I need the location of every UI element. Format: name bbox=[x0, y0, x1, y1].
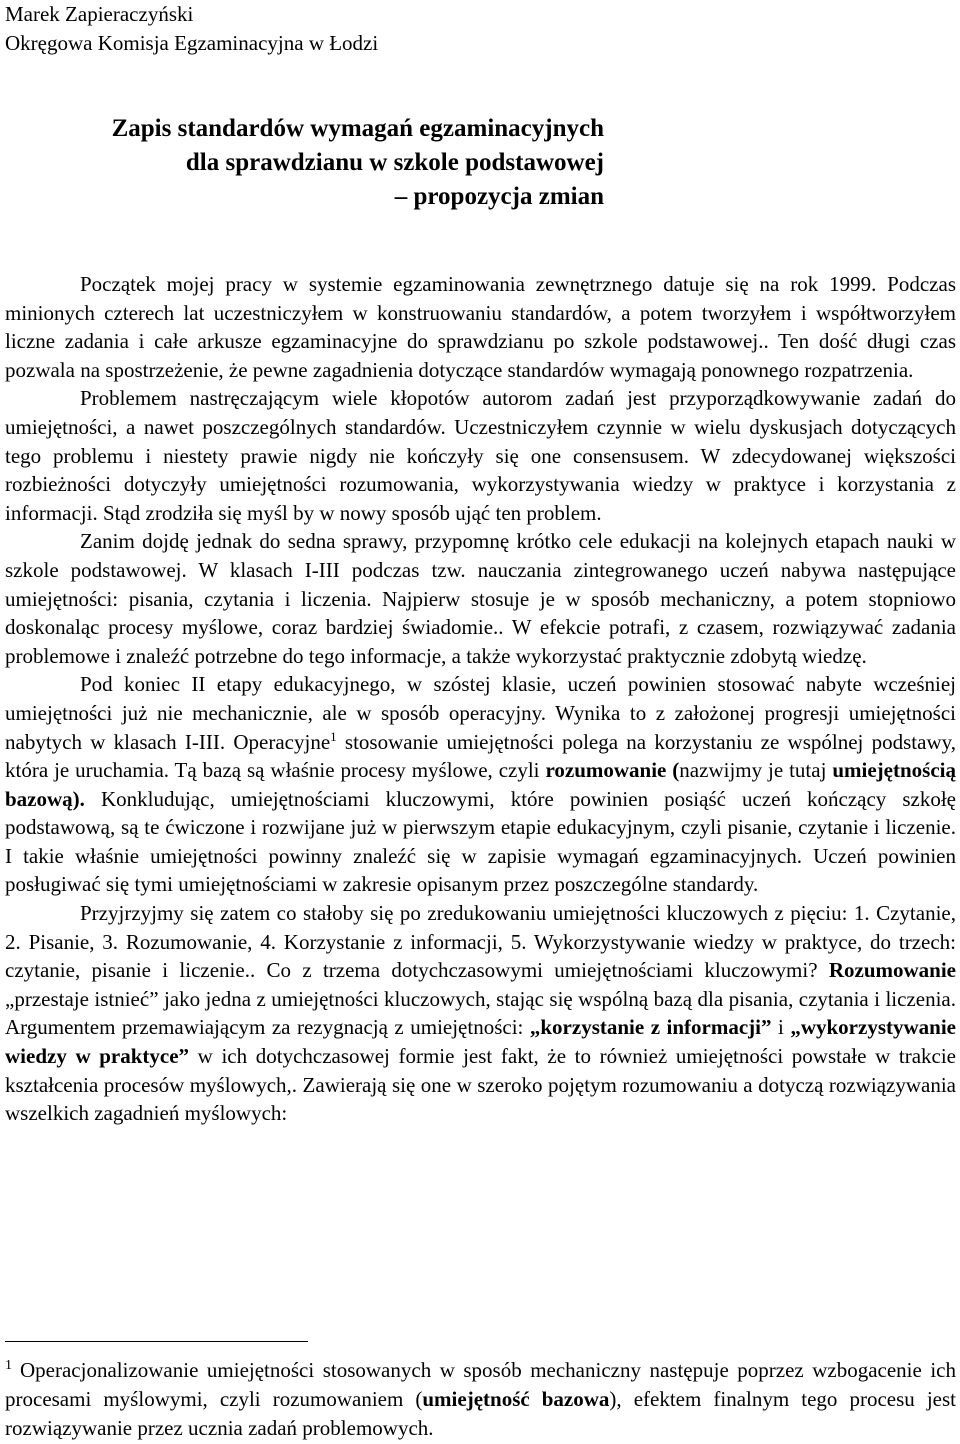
paragraph-4-text-c: nazwijmy je tutaj bbox=[679, 758, 833, 783]
author-name: Marek Zapieraczyński bbox=[5, 2, 194, 26]
paragraph-4-bold-bazowa: umiejętnością bazową). bbox=[5, 758, 956, 811]
paragraph-5-text-a: Przyjrzyjmy się zatem co stałoby się po zredukowaniu umiejętności kluczowych z pięciu: 1. Czytanie, 2. Pisanie, 3. Rozumowanie, 4. Korzystanie z informacji, 5. Wykorzystywanie wiedzy w praktyce, do trzech: czytanie, pisanie i liczenie.. Co z trzema dotychczasowymi umiejętnościami kluczowymi? bbox=[5, 901, 956, 983]
paragraph-2: Problemem nastręczającym wiele kłopotów autorom zadań jest przyporządkowywanie zadań do umiejętności, a nawet poszczególnych standardów. Uczestniczyłem czynnie w wielu dyskusjach dotyczących tego problemu i niestety prawie nigdy nie kończyły się one consensusem. W zdecydowanej większości rozbieżności dotyczyły umiejętności rozumowania, wykorzystywania wiedzy w praktyce i korzystania z informacji. Stąd zrodziła się myśl by w nowy sposób ująć ten problem. bbox=[5, 386, 956, 525]
footnote-1 bbox=[5, 1356, 956, 1443]
paragraph-5-bold-wykorzystywanie: „wykorzystywanie wiedzy w praktyce” bbox=[5, 1015, 956, 1069]
paragraph-5-text-b: „przestaje istnieć” jako jedna z umiejętności kluczowych, stając się wspólną bazą dla pisania, czytania i liczenia. Argumentem przemawiającym za rezygnacją z umiejętności: bbox=[5, 986, 956, 1040]
document-page bbox=[5, 0, 956, 1440]
document-title bbox=[5, 112, 956, 214]
paragraph-5-text-c: i bbox=[771, 1015, 791, 1040]
paragraph-4-text-b: stosowanie umiejętności polega na korzystaniu ze wspólnej podstawy, która je uruchamia. Tą bazą są właśnie procesy myślowe, czyli bbox=[5, 729, 956, 783]
author-affiliation: Okręgowa Komisja Egzaminacyjna w Łodzi bbox=[5, 31, 379, 55]
paragraph-4-text-d: Konkludując, umiejętnościami kluczowymi, które powinien posiąść uczeń kończący szkołę podstawową, są te ćwiczone i rozwijane już w pierwszym etapie edukacyjnym, czyli pisanie, czytanie i liczenie. I takie właśnie umiejętności powinny znaleźć się w zapisie wymagań egzaminacyjnych. Uczeń powinien posługiwać się tymi umiejętnościami w zakresie opisanym przez poszczególne standardy. bbox=[5, 786, 956, 897]
title-line-1: Zapis standardów wymagań egzaminacyjnych bbox=[111, 115, 604, 142]
paragraph-1: Początek mojej pracy w systemie egzaminowania zewnętrznego datuje się na rok 1999. Podczas minionych czterech lat uczestniczyłem w konstruowaniu standardów, a potem tworzyłem i współtworzyłem liczne zadania i całe arkusze egzaminacyjne do sprawdzianu po szkole podstawowej.. Ten dość długi czas pozwala na spostrzeżenie, że pewne zagadnienia dotyczące standardów wymagają ponownego rozpatrzenia. bbox=[5, 272, 956, 382]
footnote bbox=[5, 1356, 956, 1443]
title-line-2: dla sprawdzianu w szkole podstawowej bbox=[185, 149, 604, 176]
paragraph-5 bbox=[5, 899, 956, 1128]
title-line-3: – propozycja zmian bbox=[394, 183, 604, 210]
paragraph-3: Zanim dojdę jednak do sedna sprawy, przypomnę krótko cele edukacji na kolejnych etapach nauki w szkole podstawowej. W klasach I-III podczas tzw. nauczania zintegrowanego uczeń nabywa następujące umiejętności: pisania, czytania i liczenia. Najpierw stosuje je w sposób mechaniczny, a potem stopniowo doskonaląc procesy myślowe, coraz bardziej świadomie.. W efekcie potrafi, z czasem, rozwiązywać zadania problemowe i znaleźć potrzebne do tego informacje, a także wykorzystać praktycznie zdobytą wiedzę. bbox=[5, 529, 956, 668]
paragraph-4-text-a: Pod koniec II etapy edukacyjnego, w szóstej klasie, uczeń powinien stosować nabyte wcześniej umiejętności już nie mechanicznie, ale w sposób operacyjny. Wynika to z założonej progresji umiejętności nabytych w klasach I-III. Operacyjne bbox=[5, 672, 956, 754]
paragraph-5-text-d: w ich dotychczasowej formie jest fakt, że to również umiejętności powstałe w trakcie kształcenia procesów myślowych,. Zawierają się one w szeroko pojętym rozumowaniu a dotyczą rozwiązywania wszelkich zagadnień myślowych: bbox=[5, 1044, 956, 1126]
document-body bbox=[5, 270, 956, 1128]
footnote-separator bbox=[5, 1341, 308, 1342]
footnote-reference[interactable]: 1 bbox=[330, 728, 337, 744]
paragraph-4-bold-rozumowanie: rozumowanie ( bbox=[545, 758, 680, 783]
paragraph-5-bold-korzystanie: „korzystanie z informacji” bbox=[529, 1015, 772, 1040]
footnote-text-b: ), efektem finalnym tego procesu jest rozwiązywanie przez ucznia zadań problemowych. bbox=[5, 1387, 956, 1440]
paragraph-5-bold-rozumowanie: Rozumowanie bbox=[828, 958, 956, 983]
author-block bbox=[5, 0, 956, 58]
footnote-bold: umiejętność bazowa bbox=[422, 1387, 610, 1411]
footnote-mark: 1 bbox=[5, 1358, 12, 1373]
footnote-text-a: Operacjonalizowanie umiejętności stosowanych w sposób mechaniczny następuje poprzez wzbogacenie ich procesami myślowymi, czyli rozumowaniem ( bbox=[5, 1358, 956, 1411]
paragraph-4 bbox=[5, 670, 956, 899]
